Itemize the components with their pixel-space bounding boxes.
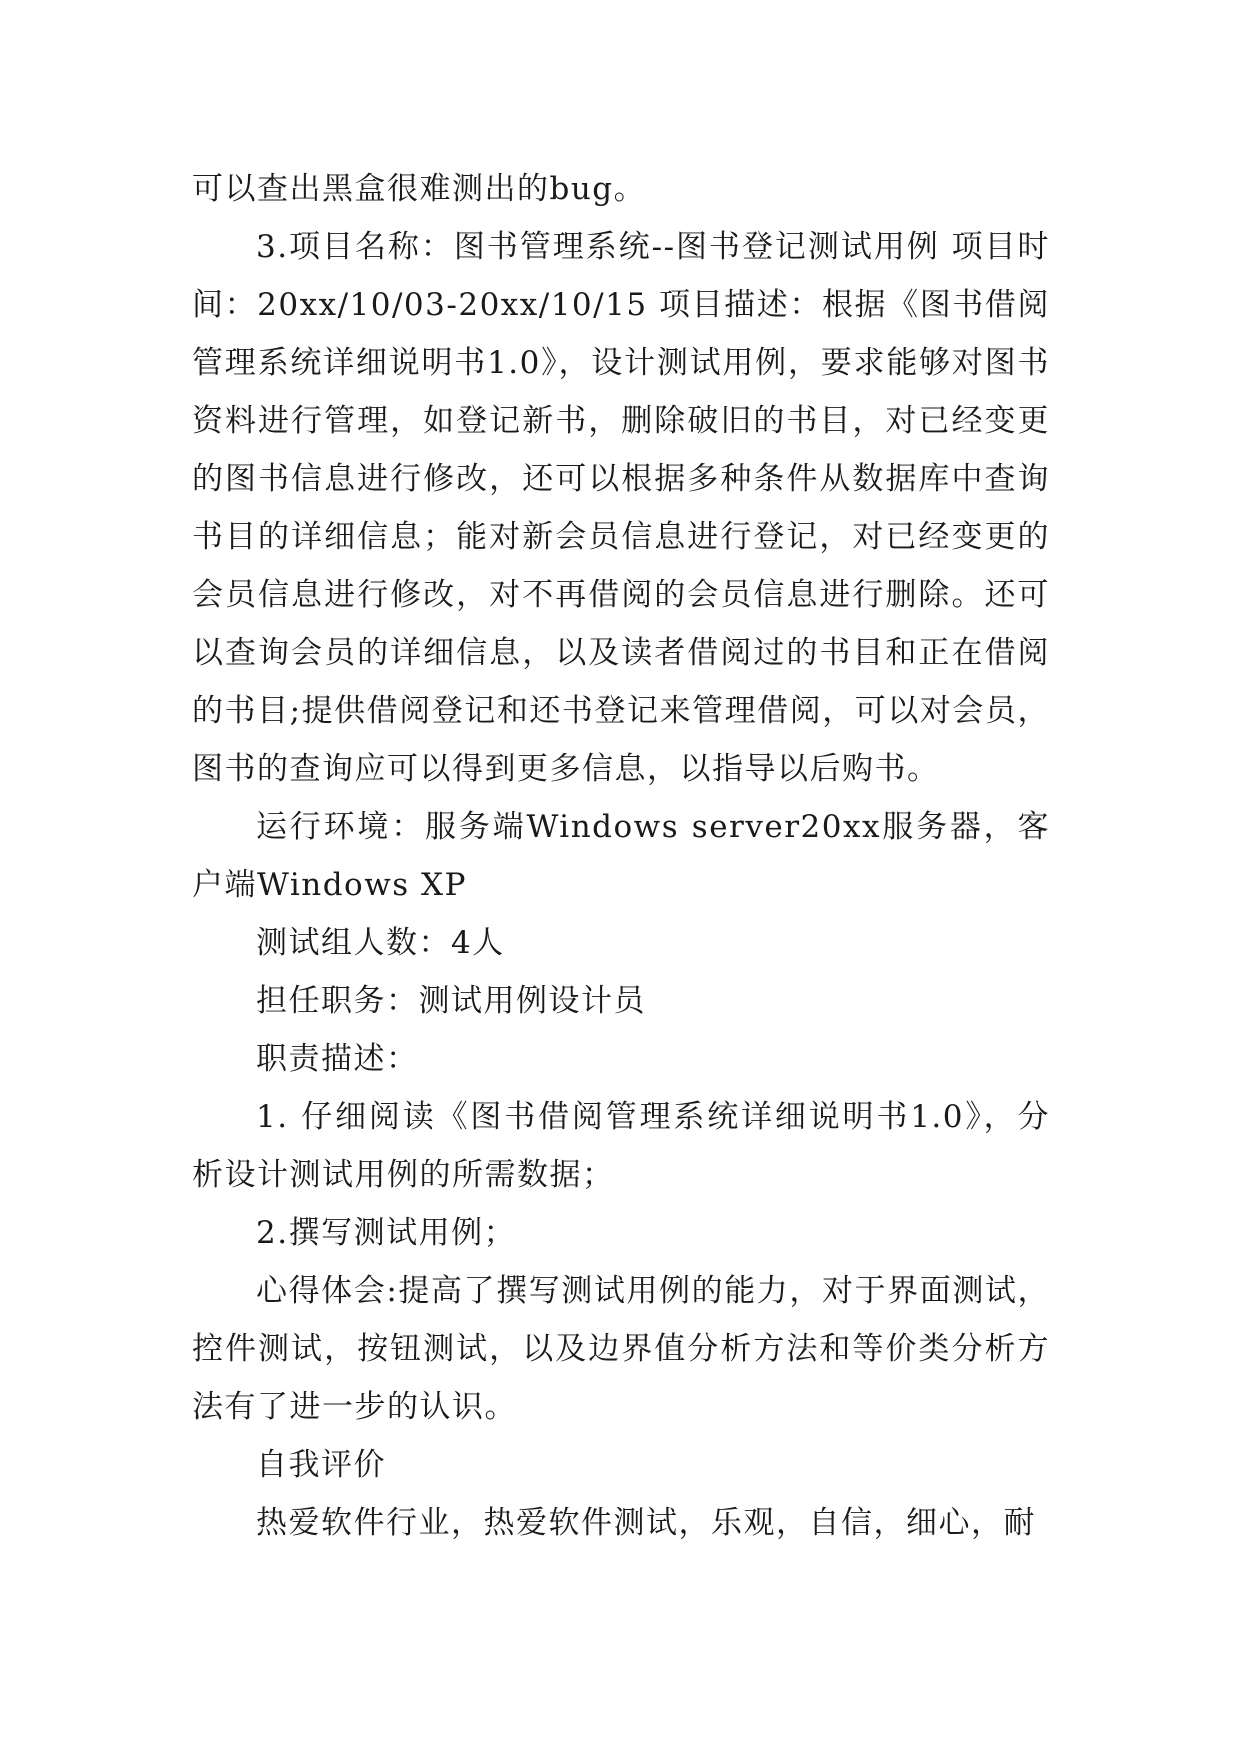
paragraph-duties-heading: 职责描述： bbox=[256, 1041, 419, 1077]
paragraph-self-evaluation-heading: 自我评价 bbox=[256, 1447, 386, 1483]
paragraph-team-size: 测试组人数：4人 bbox=[256, 925, 505, 961]
paragraph-duty-1: 1. 仔细阅读《图书借阅管理系统详细说明书1.0》，分析设计测试用例的所需数据； bbox=[192, 1099, 1050, 1193]
document-body bbox=[192, 160, 1050, 1552]
paragraph-continuation: 可以查出黑盒很难测出的bug。 bbox=[192, 171, 647, 207]
paragraph-experience: 心得体会:提高了撰写测试用例的能力，对于界面测试，控件测试，按钮测试，以及边界值分析方法和等价类分析方法有了进一步的认识。 bbox=[192, 1273, 1050, 1425]
paragraph-role: 担任职务：测试用例设计员 bbox=[256, 983, 646, 1019]
paragraph-self-evaluation: 热爱软件行业，热爱软件测试，乐观，自信，细心，耐 bbox=[256, 1505, 1036, 1541]
paragraph-project-description: 3.项目名称：图书管理系统--图书登记测试用例 项目时间：20xx/10/03-20xx/10/15 项目描述：根据《图书借阅管理系统详细说明书1.0》，设计测试用例，要求能够对图书资料进行管理，如登记新书，删除破旧的书目，对已经变更的图书信息进行修改，还可以根据多种条件从数据库中查询书目的详细信息；能对新会员信息进行登记，对已经变更的会员信息进行修改，对不再借阅的会员信息进行删除。还可以查询会员的详细信息，以及读者借阅过的书目和正在借阅的书目;提供借阅登记和还书登记来管理借阅，可以对会员，图书的查询应可以得到更多信息，以指导以后购书。 bbox=[192, 229, 1050, 787]
paragraph-runtime-environment: 运行环境：服务端Windows server20xx服务器，客户端Windows XP bbox=[192, 809, 1050, 903]
paragraph-duty-2: 2.撰写测试用例； bbox=[256, 1215, 517, 1251]
